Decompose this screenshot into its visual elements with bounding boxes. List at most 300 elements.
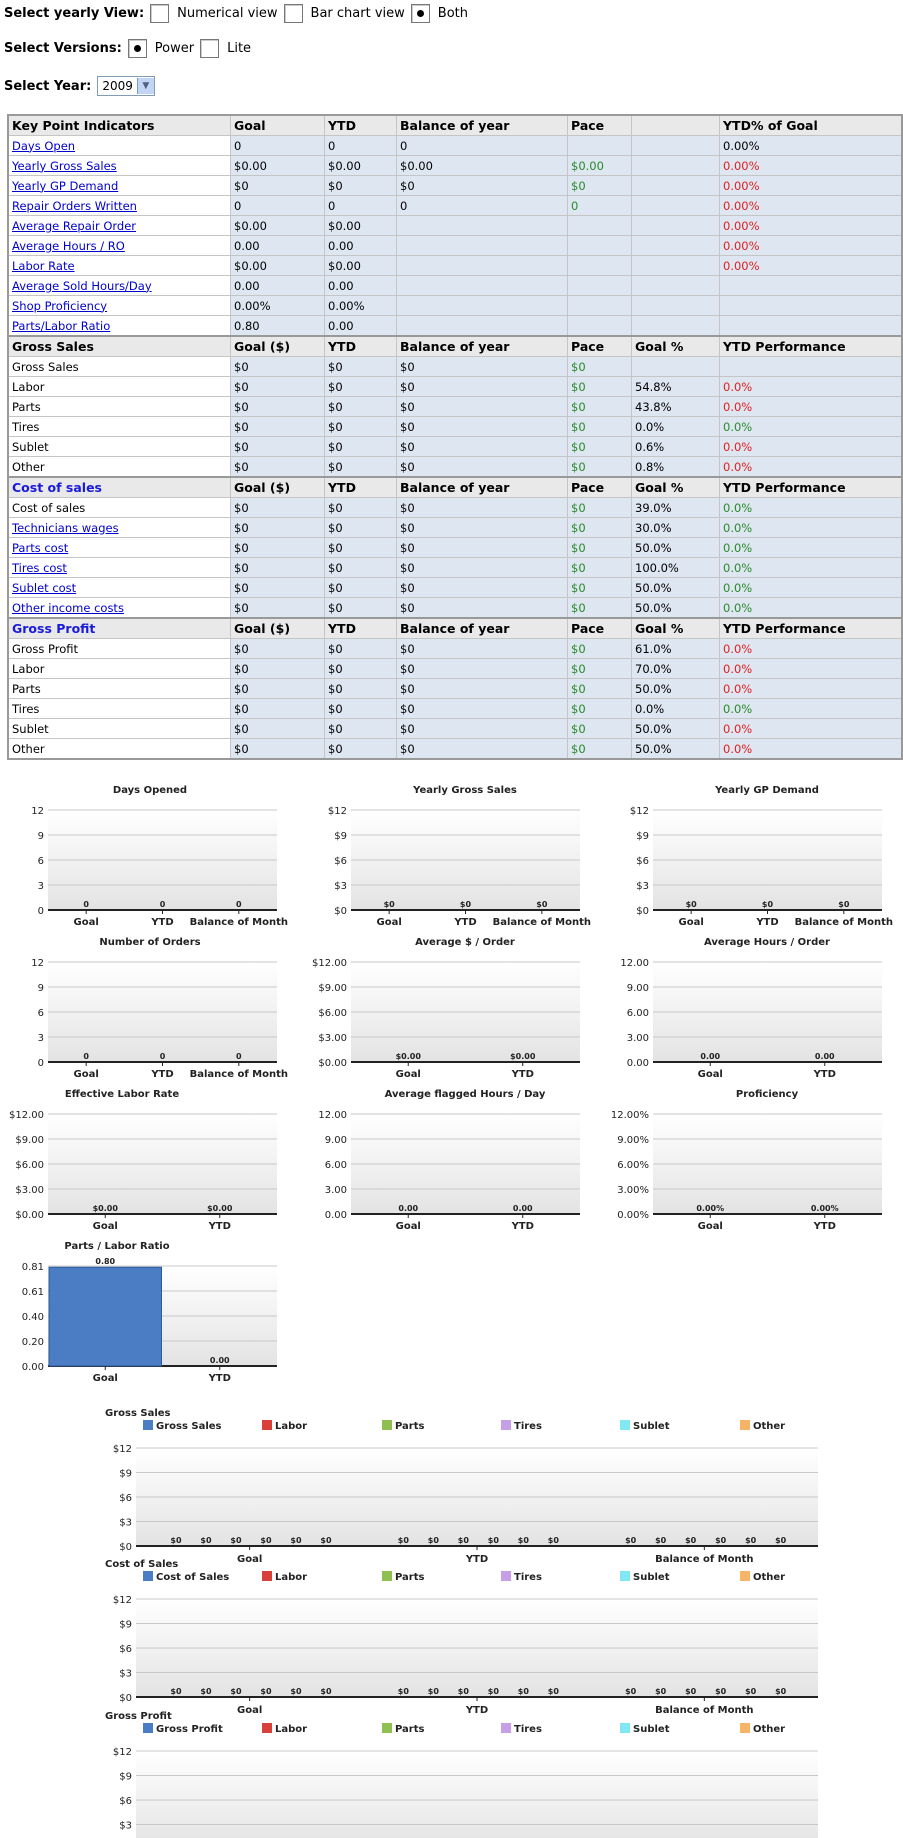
table-cell: $0 (231, 377, 325, 397)
data-label: $0 (457, 1687, 469, 1696)
table-cell: $0 (397, 679, 568, 699)
legend-label: Labor (275, 1421, 308, 1432)
data-label: $0 (715, 1536, 727, 1545)
chart-title: Average flagged Hours / Day (384, 1089, 546, 1100)
y-tick-label: 6.00% (617, 1160, 649, 1171)
row-label: Sublet (12, 439, 49, 454)
x-tick-label: YTD (813, 1069, 836, 1080)
table-cell: $0 (231, 578, 325, 598)
y-tick-label: $0 (119, 1693, 132, 1704)
table-cell: $0 (568, 739, 632, 760)
table-cell: $0.00 (325, 256, 397, 276)
table-cell: 0.00% (720, 216, 903, 236)
y-tick-label: 3.00 (324, 1185, 347, 1196)
row-link[interactable]: Parts cost (12, 540, 69, 555)
data-label: 0.00 (814, 1052, 835, 1061)
table-cell: $0 (397, 659, 568, 679)
header-cell: Goal % (632, 618, 720, 639)
table-cell: 0.0% (720, 679, 903, 699)
table-cell: $0.00 (325, 216, 397, 236)
row-link[interactable]: Other income costs (12, 600, 124, 615)
table-cell: $0 (568, 598, 632, 619)
table-cell: $0 (568, 437, 632, 457)
row-label: Labor (12, 661, 45, 676)
y-tick-label: $0.00 (318, 1058, 347, 1069)
row-link[interactable]: Yearly Gross Sales (12, 158, 117, 173)
y-tick-label: $3.00 (318, 1033, 347, 1044)
y-tick-label: 12.00% (610, 1110, 649, 1121)
radio-numerical-view[interactable]: Numerical view (150, 4, 277, 23)
table-cell: $0 (231, 518, 325, 538)
data-label: $0 (230, 1687, 242, 1696)
y-tick-label: $6 (334, 856, 347, 867)
y-tick-label: 0.61 (21, 1287, 44, 1298)
versions-label: Select Versions: (4, 41, 122, 56)
header-cell: Pace (568, 336, 632, 357)
legend-swatch (501, 1420, 511, 1430)
table-cell: $0 (231, 457, 325, 478)
y-tick-label: 0.81 (21, 1262, 44, 1273)
x-tick-label: YTD (465, 1705, 489, 1716)
y-tick-label: $6.00 (318, 1008, 347, 1019)
radio-lite[interactable]: Lite (200, 39, 251, 58)
chart-title: Effective Labor Rate (64, 1089, 180, 1100)
data-label: $0 (230, 1536, 242, 1545)
table-cell: 43.8% (632, 397, 720, 417)
data-label: $0 (290, 1536, 302, 1545)
year-select[interactable]: 2009 ▼ (97, 76, 155, 96)
table-cell: $0 (397, 518, 568, 538)
data-label: 0 (83, 900, 89, 909)
data-label: $0 (427, 1687, 439, 1696)
table-cell: $0 (397, 498, 568, 518)
data-label: 0.80 (95, 1257, 116, 1267)
y-tick-label: $12.00 (312, 958, 347, 969)
x-tick-label: Balance of Month (655, 1705, 754, 1716)
legend-label: Gross Sales (156, 1421, 222, 1432)
table-cell: $0 (568, 719, 632, 739)
x-tick-label: YTD (151, 917, 174, 928)
table-cell: 0.00 (325, 276, 397, 296)
x-tick-label: YTD (511, 1069, 534, 1080)
table-cell: $0 (568, 558, 632, 578)
y-tick-label: $12 (327, 806, 347, 817)
x-tick-label: YTD (813, 1221, 836, 1232)
y-tick-label: 3.00% (617, 1185, 649, 1196)
table-cell: $0 (568, 578, 632, 598)
data-label: $0 (260, 1687, 272, 1696)
table-cell: $0 (325, 679, 397, 699)
legend-swatch (620, 1723, 630, 1733)
data-label: $0 (459, 900, 472, 909)
y-tick-label: $6 (119, 1796, 132, 1807)
table-cell: $0 (231, 417, 325, 437)
chart-title: Proficiency (735, 1089, 799, 1100)
legend-label: Parts (395, 1421, 425, 1432)
data-label: 0.00 (512, 1204, 533, 1213)
x-tick-label: Goal (92, 1373, 118, 1384)
table-cell: 0 (397, 136, 568, 156)
row-link[interactable]: Average Repair Order (12, 218, 137, 233)
data-label: $0 (427, 1536, 439, 1545)
header-cell: YTD Performance (720, 618, 903, 639)
data-label: $0 (517, 1536, 529, 1545)
x-tick-label: Goal (395, 1221, 421, 1232)
y-tick-label: $0 (636, 906, 649, 917)
table-cell: 0 (325, 136, 397, 156)
table-cell: $0 (397, 699, 568, 719)
table-cell: 0.00% (720, 136, 903, 156)
y-tick-label: 0.00 (324, 1210, 347, 1221)
table-cell: $0 (231, 639, 325, 659)
y-tick-label: $12 (112, 1747, 132, 1758)
radio-bar-chart-view[interactable]: Bar chart view (284, 4, 405, 23)
legend-label: Parts (395, 1724, 425, 1735)
x-tick-label: Balance of Month (492, 917, 592, 928)
data-label: $0 (745, 1536, 757, 1545)
y-tick-label: 6 (37, 856, 44, 867)
year-label: Select Year: (4, 78, 92, 94)
data-label: $0 (775, 1687, 787, 1696)
table-cell: $0 (325, 397, 397, 417)
table-cell: 0.00% (325, 296, 397, 316)
table-cell: $0.00 (231, 156, 325, 176)
yearly-view-label: Select yearly View: (4, 6, 145, 21)
table-cell: $0 (325, 357, 397, 377)
legend-swatch (620, 1571, 630, 1581)
table-cell: $0 (397, 598, 568, 619)
data-label: $0 (517, 1687, 529, 1696)
data-label: 0.00% (696, 1204, 725, 1213)
y-tick-label: $3 (636, 881, 649, 892)
y-tick-label: 0.40 (21, 1312, 44, 1323)
table-cell: 0.0% (720, 699, 903, 719)
legend-label: Labor (275, 1572, 308, 1583)
data-label: $0 (625, 1687, 637, 1696)
legend-swatch (143, 1571, 153, 1581)
y-tick-label: $12.00 (9, 1110, 44, 1121)
x-tick-label: YTD (151, 1069, 174, 1080)
data-label: $0 (260, 1536, 272, 1545)
table-cell: 0.0% (720, 538, 903, 558)
header-cell: Balance of year (397, 115, 568, 136)
table-cell: 39.0% (632, 498, 720, 518)
header-cell: YTD Performance (720, 336, 903, 357)
table-cell: 54.8% (632, 377, 720, 397)
table-cell: 0.0% (720, 377, 903, 397)
header-cell: Goal ($) (231, 618, 325, 639)
y-tick-label: 3 (37, 1033, 44, 1044)
y-tick-label: 0.00 (626, 1058, 649, 1069)
table-cell: 0.00 (325, 236, 397, 256)
y-tick-label: $3 (334, 881, 347, 892)
header-cell: Goal % (632, 477, 720, 498)
table-cell: 0.0% (720, 498, 903, 518)
row-label: Parts (12, 399, 41, 414)
row-label: Gross Sales (12, 359, 79, 374)
data-label: 0 (159, 900, 166, 909)
y-tick-label: 3 (37, 881, 44, 892)
x-tick-label: Balance of Month (189, 917, 289, 928)
table-cell: $0 (231, 699, 325, 719)
header-cell: Goal (231, 115, 325, 136)
data-label: $0 (715, 1687, 727, 1696)
table-cell: 0.0% (632, 699, 720, 719)
data-label: $0 (200, 1536, 212, 1545)
y-tick-label: 0.00 (21, 1362, 44, 1373)
data-label: $0 (685, 1687, 697, 1696)
table-cell: 50.0% (632, 719, 720, 739)
table-cell: 0 (325, 196, 397, 216)
y-tick-label: $3 (119, 1820, 132, 1832)
y-tick-label: $6 (119, 1493, 132, 1504)
table-cell: 70.0% (632, 659, 720, 679)
data-label: $0 (745, 1687, 757, 1696)
chart-title: Parts / Labor Ratio (64, 1241, 170, 1252)
data-label: $0 (761, 900, 774, 909)
table-cell: 61.0% (632, 639, 720, 659)
table-cell: $0 (397, 739, 568, 760)
data-label: $0 (685, 1536, 697, 1545)
data-label: 0 (236, 1052, 242, 1061)
table-cell: $0 (325, 598, 397, 619)
y-tick-label: $9 (119, 1771, 132, 1783)
table-cell: $0 (397, 719, 568, 739)
row-label: Cost of sales (12, 500, 86, 515)
y-tick-label: $9 (636, 831, 649, 842)
chart-title: Days Opened (112, 785, 188, 796)
data-label: $0 (397, 1687, 409, 1696)
legend-label: Sublet (633, 1724, 670, 1735)
chevron-down-icon[interactable]: ▼ (137, 78, 154, 94)
y-tick-label: 12.00 (318, 1110, 347, 1121)
legend-label: Other (753, 1572, 786, 1583)
data-label: $0 (547, 1687, 559, 1696)
data-label: $0 (290, 1687, 302, 1696)
table-cell: $0 (397, 417, 568, 437)
table-cell: $0 (568, 538, 632, 558)
table-cell: 0.0% (720, 598, 903, 619)
table-cell: $0.00 (231, 256, 325, 276)
table-cell: 50.0% (632, 578, 720, 598)
table-cell: $0 (231, 679, 325, 699)
y-tick-label: $9 (334, 831, 347, 842)
data-label: $0 (775, 1536, 787, 1545)
data-label: $0 (838, 900, 850, 909)
table-cell: $0 (325, 417, 397, 437)
table-cell: $0.00 (231, 216, 325, 236)
y-tick-label: 9.00 (626, 983, 649, 994)
table-cell: $0 (568, 417, 632, 437)
row-label: Sublet (12, 721, 49, 736)
table-cell: 0.0% (720, 639, 903, 659)
table-cell: $0 (568, 397, 632, 417)
table-cell: 0.0% (720, 739, 903, 760)
y-tick-label: 6.00 (324, 1160, 347, 1171)
row-label: Gross Profit (12, 641, 79, 656)
table-cell: 0.0% (720, 578, 903, 598)
header-cell: Balance of year (397, 336, 568, 357)
table-cell: $0 (231, 598, 325, 619)
table-cell: $0 (568, 457, 632, 478)
data-label: $0 (487, 1536, 499, 1545)
data-label: $0 (170, 1536, 182, 1545)
row-link[interactable]: Days Open (12, 138, 76, 153)
data-label: $0 (547, 1536, 559, 1545)
legend-label: Sublet (633, 1421, 670, 1432)
legend-label: Tires (514, 1572, 542, 1583)
table-cell: 0.0% (720, 518, 903, 538)
table-cell: $0 (397, 377, 568, 397)
row-link[interactable]: Yearly GP Demand (12, 178, 119, 193)
data-label: 0 (83, 1052, 89, 1061)
table-cell: $0 (231, 558, 325, 578)
header-cell: Goal ($) (231, 477, 325, 498)
table-cell: $0 (325, 457, 397, 478)
table-cell: 0.8% (632, 457, 720, 478)
legend-swatch (262, 1723, 272, 1733)
x-tick-label: Goal (697, 1069, 723, 1080)
x-tick-label: Goal (237, 1705, 263, 1716)
legend-swatch (620, 1420, 630, 1430)
header-cell: Goal ($) (231, 336, 325, 357)
table-cell: 0.0% (720, 417, 903, 437)
data-label: $0 (685, 900, 697, 909)
table-cell: 0.00% (720, 176, 903, 196)
x-tick-label: YTD (454, 917, 477, 928)
x-tick-label: Goal (73, 1069, 99, 1080)
data-label: $0.00 (510, 1052, 536, 1061)
row-link[interactable]: Average Hours / RO (12, 238, 125, 253)
table-cell: $0 (397, 558, 568, 578)
legend-swatch (262, 1571, 272, 1581)
row-link[interactable]: Average Sold Hours/Day (12, 278, 152, 293)
header-cell: Cost of sales (8, 477, 231, 498)
y-tick-label: 9 (37, 831, 44, 842)
data-label: $0.00 (207, 1204, 233, 1213)
chart-title: Yearly GP Demand (715, 785, 819, 796)
chart-title: Yearly Gross Sales (413, 785, 517, 796)
header-cell: Pace (568, 618, 632, 639)
x-tick-label: Balance of Month (655, 1554, 754, 1565)
chart-title: Average $ / Order (415, 937, 515, 948)
header-cell: Key Point Indicators (8, 115, 231, 136)
table-cell: $0 (568, 679, 632, 699)
x-tick-label: YTD (756, 917, 779, 928)
table-cell: 0.0% (720, 659, 903, 679)
data-label: $0 (655, 1536, 667, 1545)
data-label: 0 (159, 1052, 166, 1061)
y-tick-label: $12 (112, 1595, 132, 1606)
data-label: $0 (625, 1536, 637, 1545)
x-tick-label: Balance of Month (189, 1069, 289, 1080)
data-label: $0.00 (395, 1052, 421, 1061)
legend-swatch (740, 1420, 750, 1430)
row-label: Other (12, 741, 45, 756)
table-cell: $0 (325, 578, 397, 598)
y-tick-label: 6 (37, 1008, 44, 1019)
x-tick-label: Goal (697, 1221, 723, 1232)
legend-swatch (143, 1723, 153, 1733)
row-label: Tires (12, 701, 40, 716)
row-link[interactable]: Parts/Labor Ratio (12, 318, 111, 333)
y-tick-label: $6 (119, 1644, 132, 1655)
data-label: 0 (236, 900, 242, 909)
row-link[interactable]: Labor Rate (12, 258, 75, 273)
y-tick-label: 0 (37, 906, 44, 917)
legend-swatch (501, 1723, 511, 1733)
table-cell: 0.0% (720, 397, 903, 417)
row-link[interactable]: Tires cost (12, 560, 67, 575)
chart-title: Gross Profit (105, 1711, 172, 1722)
y-tick-label: $9.00 (318, 983, 347, 994)
y-tick-label: 0.00% (617, 1210, 649, 1221)
x-tick-label: Goal (237, 1554, 263, 1565)
table-cell: $0 (325, 176, 397, 196)
y-tick-label: 0.20 (21, 1337, 44, 1348)
header-cell: Balance of year (397, 477, 568, 498)
data-label: 0.00 (209, 1356, 230, 1365)
table-cell: $0.00 (397, 156, 568, 176)
y-tick-label: $6.00 (15, 1160, 44, 1171)
y-tick-label: $0.00 (15, 1210, 44, 1221)
table-cell: 50.0% (632, 598, 720, 619)
legend-swatch (382, 1420, 392, 1430)
table-cell: $0 (568, 518, 632, 538)
data-label: $0 (320, 1536, 332, 1545)
table-cell: 100.0% (632, 558, 720, 578)
table-cell: $0 (325, 538, 397, 558)
legend-swatch (143, 1420, 153, 1430)
header-cell: YTD (325, 477, 397, 498)
data-label: $0.00 (92, 1204, 118, 1213)
y-tick-label: 9.00% (617, 1135, 649, 1146)
legend-label: Sublet (633, 1572, 670, 1583)
row-link[interactable]: Sublet cost (12, 580, 77, 595)
table-cell: 0.0% (720, 437, 903, 457)
data-label: $0 (655, 1687, 667, 1696)
header-cell: YTD Performance (720, 477, 903, 498)
chart-title: Gross Sales (105, 1408, 171, 1419)
table-cell: $0.00 (568, 156, 632, 176)
data-label: $0 (200, 1687, 212, 1696)
header-cell: YTD (325, 115, 397, 136)
legend-swatch (382, 1571, 392, 1581)
table-cell: $0 (231, 437, 325, 457)
legend-swatch (501, 1571, 511, 1581)
data-label: 0.00% (810, 1204, 839, 1213)
table-cell: $0 (231, 357, 325, 377)
row-link[interactable]: Technicians wages (12, 520, 119, 535)
table-cell: 0.00% (720, 256, 903, 276)
legend-label: Labor (275, 1724, 308, 1735)
y-tick-label: $3 (119, 1668, 132, 1680)
y-tick-label: $9 (119, 1468, 132, 1480)
x-tick-label: YTD (208, 1221, 231, 1232)
row-link[interactable]: Shop Proficiency (12, 298, 108, 313)
table-cell: $0 (397, 639, 568, 659)
header-cell: Gross Profit (8, 618, 231, 639)
chart-title: Number of Orders (99, 937, 201, 948)
radio-both[interactable]: Both (411, 4, 468, 23)
chart-title: Average Hours / Order (704, 937, 830, 948)
radio-power[interactable]: Power (128, 39, 194, 58)
table-cell: $0 (397, 538, 568, 558)
table-cell: $0 (568, 498, 632, 518)
table-cell: $0 (568, 699, 632, 719)
row-link[interactable]: Repair Orders Written (12, 198, 137, 213)
legend-label: Other (753, 1724, 786, 1735)
